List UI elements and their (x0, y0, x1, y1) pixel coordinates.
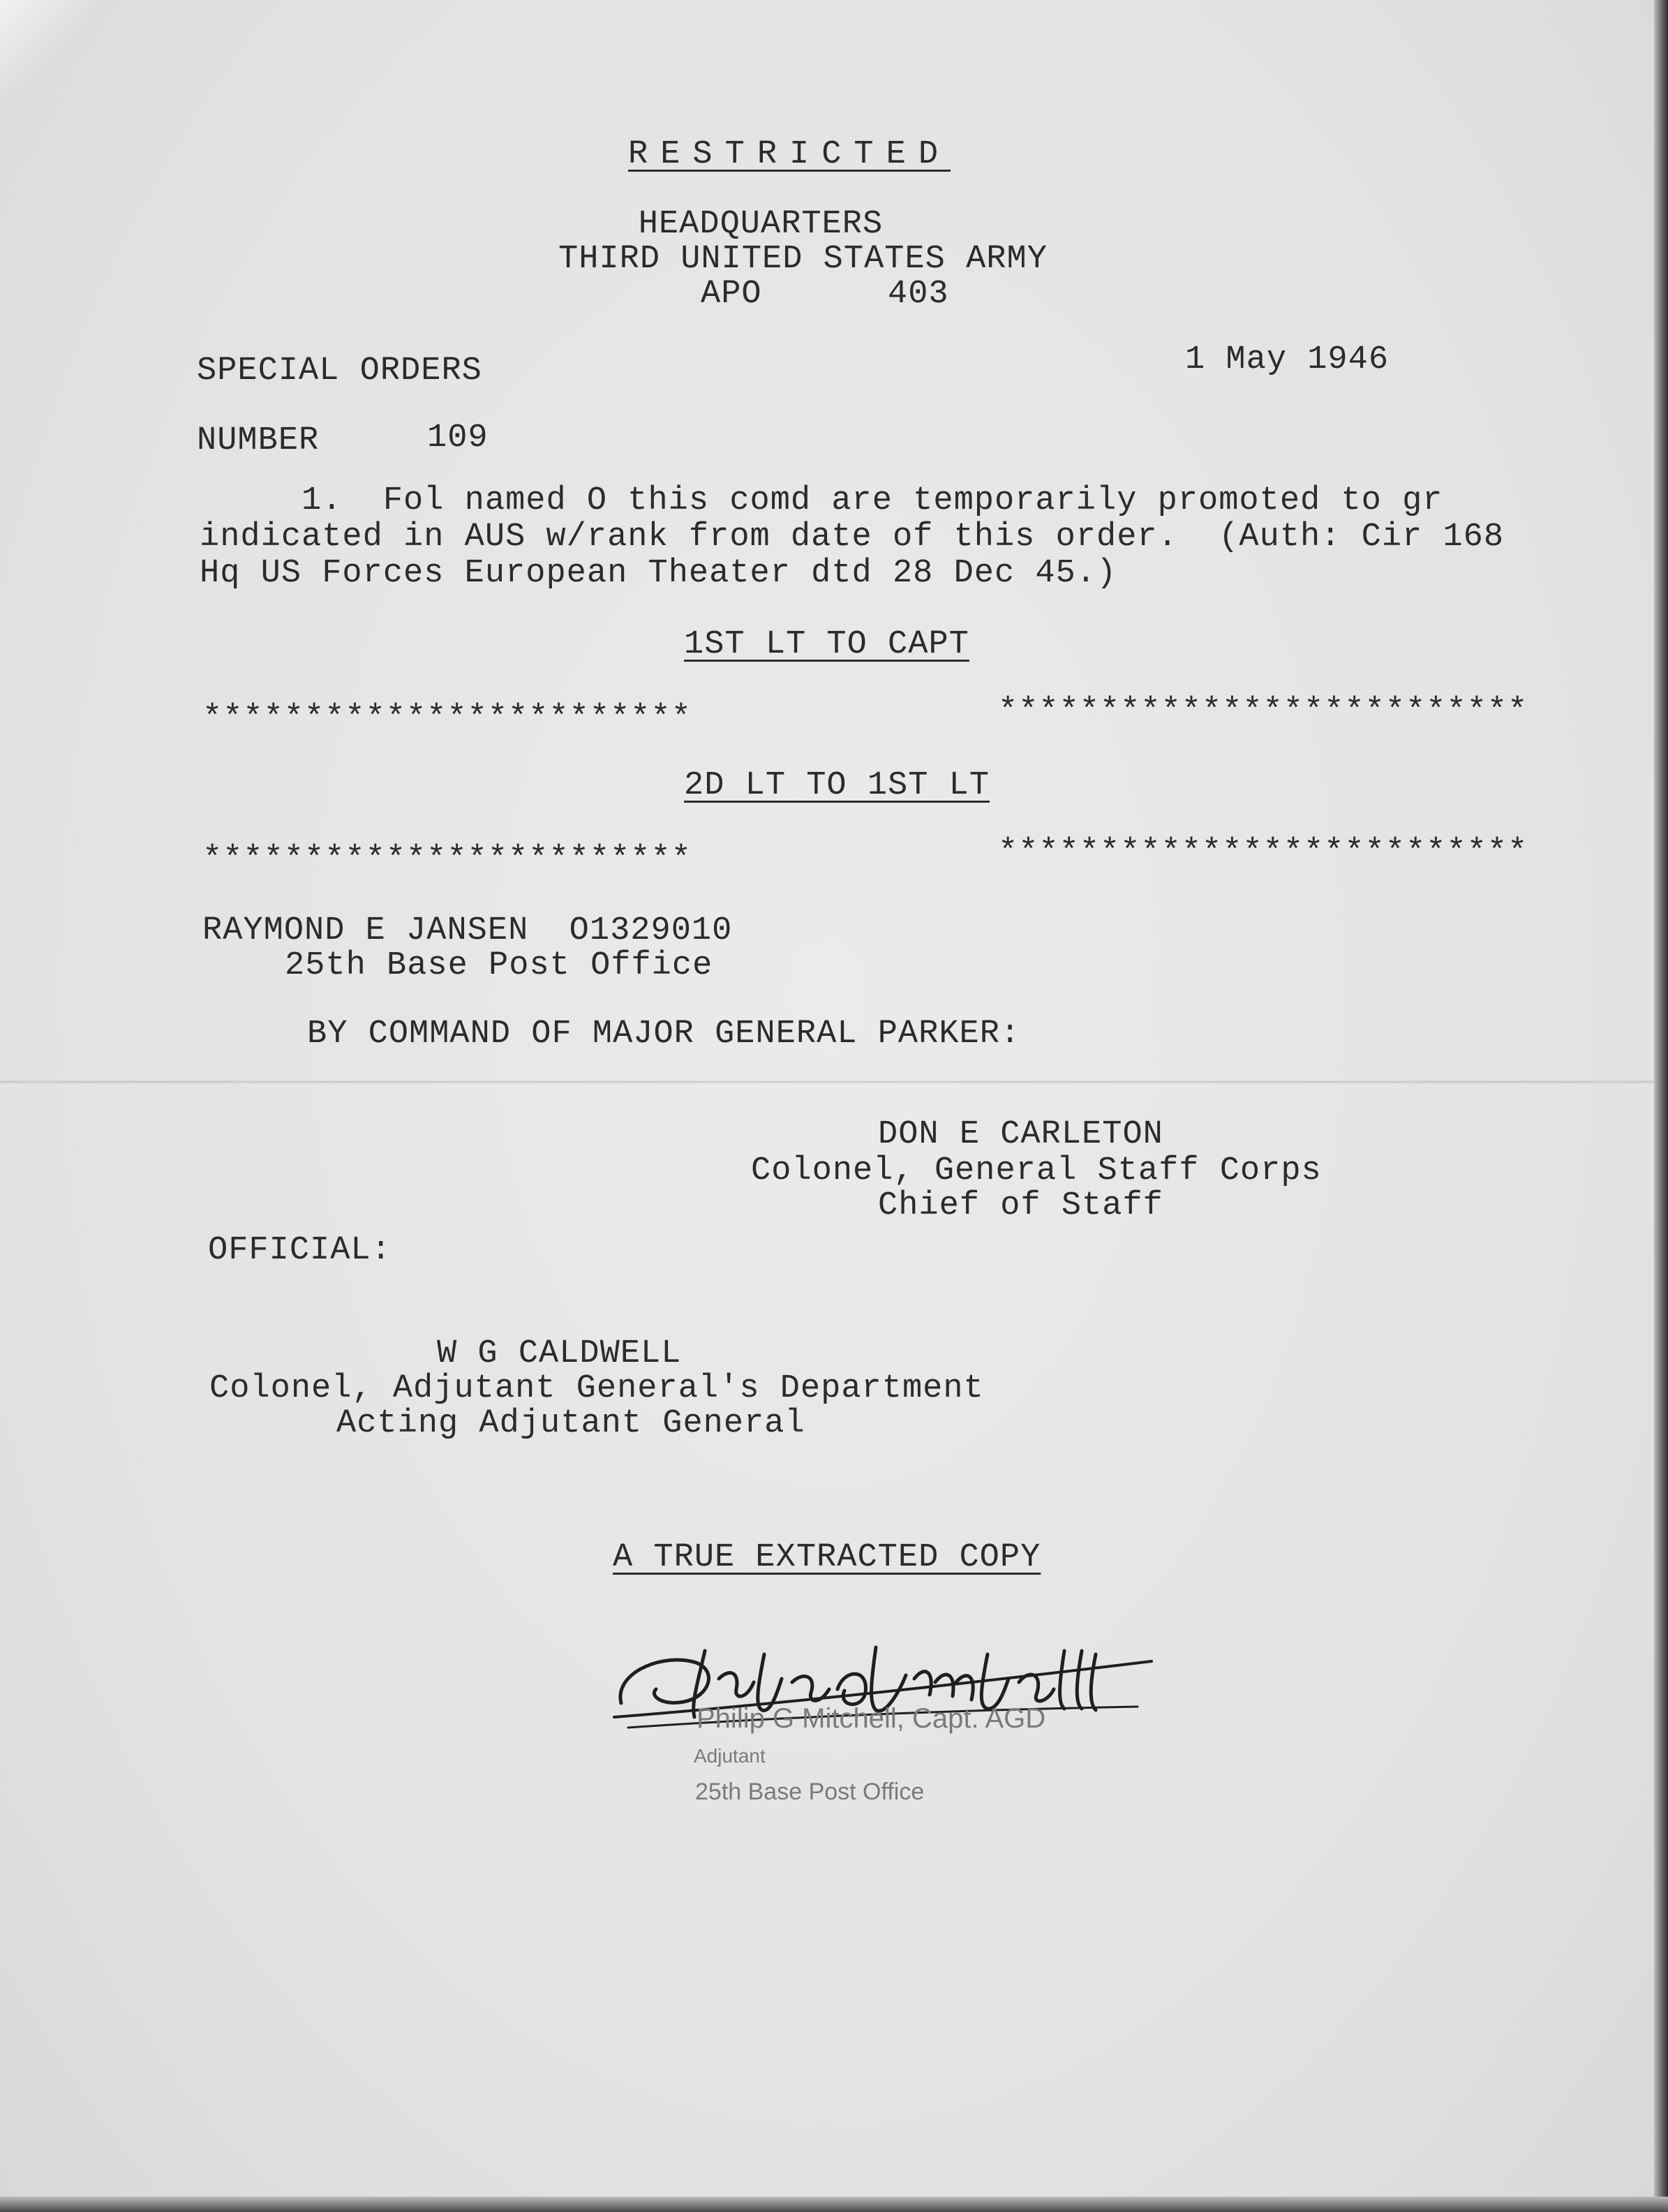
folded-corner (0, 0, 126, 126)
header-apo-label: APO (701, 276, 762, 313)
scan-edge-right (1654, 0, 1668, 2212)
orders-title: SPECIAL ORDERS (197, 352, 482, 389)
redaction-stars-left: ************************ (202, 841, 692, 878)
redaction-stars-left: ************************ (202, 700, 692, 737)
adjutant-rank: Colonel, Adjutant General's Department (209, 1370, 984, 1407)
orders-number: 109 (427, 420, 489, 456)
official-label: OFFICIAL: (208, 1232, 392, 1269)
adjutant-title: Acting Adjutant General (336, 1405, 805, 1442)
paper-fold-crease (0, 1081, 1654, 1083)
officer-name-serial: RAYMOND E JANSEN O1329010 (202, 912, 733, 949)
header-apo-number: 403 (888, 276, 949, 313)
chief-rank: Colonel, General Staff Corps (751, 1152, 1322, 1189)
command-line: BY COMMAND OF MAJOR GENERAL PARKER: (307, 1016, 1021, 1053)
officer-unit: 25th Base Post Office (285, 947, 713, 984)
orders-date: 1 May 1946 (1185, 341, 1390, 378)
stamp-name: Philip G Mitchell, Capt. AGD (697, 1703, 1046, 1734)
certification-line: A TRUE EXTRACTED COPY (613, 1539, 1041, 1576)
section-heading-capt: 1ST LT TO CAPT (684, 626, 969, 663)
redaction-stars-right: ************************** (998, 834, 1528, 871)
chief-name: DON E CARLETON (878, 1116, 1163, 1153)
stamp-title: Adjutant (694, 1745, 766, 1767)
stamp-unit: 25th Base Post Office (695, 1779, 925, 1805)
adjutant-name: W G CALDWELL (437, 1335, 682, 1372)
header-headquarters: HEADQUARTERS (638, 206, 884, 243)
paragraph-line-3: Hq US Forces European Theater dtd 28 Dec 45.) (200, 555, 1117, 592)
redaction-stars-right: ************************** (998, 693, 1528, 730)
orders-number-label: NUMBER (197, 422, 320, 459)
paragraph-line-2: indicated in AUS w/rank from date of this order. (Auth: Cir 168 (200, 519, 1505, 556)
scan-edge-bottom (0, 2197, 1668, 2212)
section-heading-1st-lt: 2D LT TO 1ST LT (684, 767, 990, 804)
classification-marking: RESTRICTED (628, 136, 951, 173)
chief-title: Chief of Staff (878, 1187, 1163, 1224)
paragraph-line-1: 1. Fol named O this comd are temporarily promoted to gr (200, 482, 1443, 519)
header-army: THIRD UNITED STATES ARMY (558, 241, 1048, 278)
